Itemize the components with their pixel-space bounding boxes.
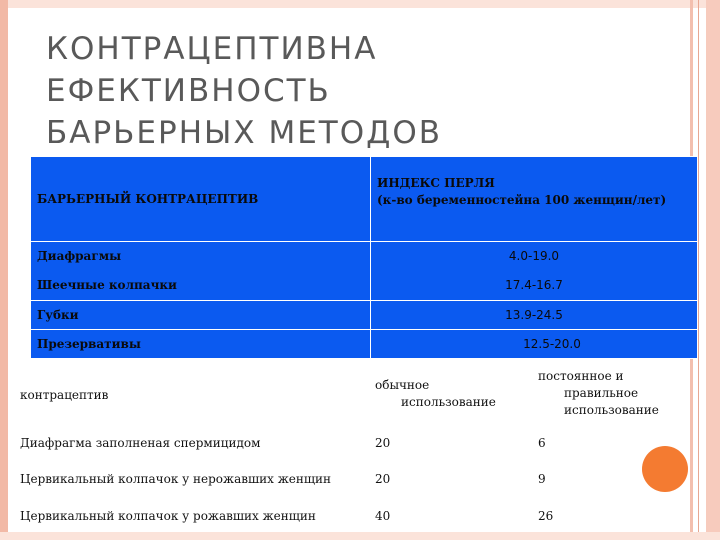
frame-top (0, 0, 720, 8)
col-header-perfect-line3: использование (564, 403, 659, 417)
pearl-table-row (31, 242, 698, 301)
col-header-perfect-line2: правильное (564, 386, 639, 400)
index-cervical-cap: 17.4-16.7 (505, 278, 563, 292)
row-name-cap-parous: Цервикальный колпачок у рожавших женщин (20, 509, 316, 523)
row-perfect-diaphragm: 6 (538, 436, 546, 450)
pearl-table-row (31, 301, 698, 330)
method-cervical-cap: Шеечные колпачки (37, 278, 177, 292)
col-header-typical-use (375, 377, 515, 411)
row-name-cap-nulliparous: Цервикальный колпачок у нерожавших женщин (20, 472, 332, 486)
row-name-diaphragm-spermicide: Диафрагма заполненая спермицидом (20, 436, 261, 450)
col-header-typical-line2: использование (401, 395, 496, 409)
method-condom: Презервативы (31, 330, 371, 359)
col-header-perfect-use (538, 368, 688, 419)
title-line-1: КОНТРАЦЕПТИВНА (46, 31, 378, 67)
col-header-perfect-line1: постоянное и (538, 369, 624, 383)
slide-title (46, 28, 646, 154)
col-header-contraceptive: контрацептив (20, 388, 109, 402)
index-sponge: 13.9-24.5 (371, 301, 698, 330)
pearl-index-table (30, 156, 698, 359)
row-perfect-cap-parous: 26 (538, 509, 554, 523)
row-typical-diaphragm: 20 (375, 436, 391, 450)
index-diaphragm: 4.0-19.0 (508, 249, 560, 263)
method-diaphragm: Диафрагмы (37, 249, 122, 263)
frame-left (0, 0, 8, 540)
row-typical-cap-nulliparous: 20 (375, 472, 391, 486)
header-pearl-index (371, 157, 698, 242)
header-barrier-contraceptive: БАРЬЕРНЫЙ КОНТРАЦЕПТИВ (31, 157, 371, 242)
decorative-circle (642, 446, 688, 492)
header-pearl-index-title: ИНДЕКС ПЕРЛЯ (377, 176, 495, 190)
row-typical-cap-parous: 40 (375, 509, 391, 523)
col-header-typical-line1: обычное (375, 378, 430, 392)
pearl-table-header-row (31, 157, 698, 242)
title-line-2: ЕФЕКТИВНОСТЬ (46, 73, 331, 109)
frame-bottom (0, 532, 720, 540)
pearl-table-row (31, 330, 698, 359)
frame-right-line (698, 0, 699, 540)
method-sponge: Губки (31, 301, 371, 330)
row-perfect-cap-nulliparous: 9 (538, 472, 546, 486)
header-pearl-index-subtitle: (к-во беременностейна 100 женщин/лет) (377, 193, 667, 207)
title-line-3: БАРЬЕРНЫХ МЕТОДОВ (46, 115, 443, 151)
index-condom: 12.5-20.0 (371, 330, 698, 359)
frame-right-outer (706, 0, 720, 540)
